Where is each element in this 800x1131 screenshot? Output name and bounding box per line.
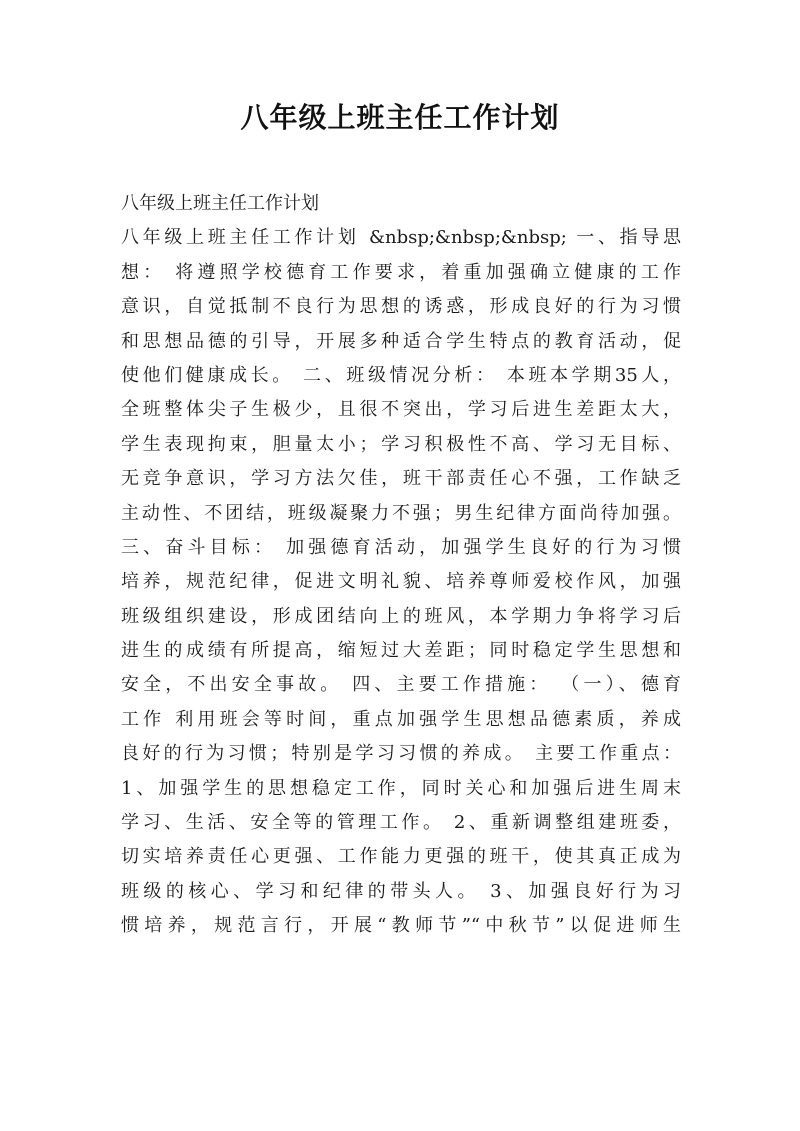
body-line: 1、加强学生的思想稳定工作，同时关心和加强后进生周末	[121, 777, 681, 799]
document-title: 八年级上班主任工作计划	[240, 101, 560, 134]
body-line: 学生表现拘束，胆量太小；学习积极性不高、学习无目标、	[121, 433, 681, 455]
body-line: 意识，自觉抵制不良行为思想的诱惑，形成良好的行为习惯	[121, 296, 681, 318]
body-line: 想： 将遵照学校德育工作要求，着重加强确立健康的工作	[121, 261, 681, 283]
body-line: 主动性、不团结，班级凝聚力不强；男生纪律方面尚待加强。	[121, 502, 681, 524]
body-line: 切实培养责任心更强、工作能力更强的班干，使其真正成为	[121, 846, 681, 868]
body-line: 惯培养，规范言行，开展“教师节”“中秋节”以促进师生	[121, 915, 681, 937]
body-line: 班级的核心、学习和纪律的带头人。 3、加强良好行为习	[121, 880, 681, 902]
document-body	[121, 187, 681, 944]
body-line: 无竞争意识，学习方法欠佳，班干部责任心不强，工作缺乏	[121, 468, 681, 490]
body-line: 八年级上班主任工作计划 &nbsp;&nbsp;&nbsp; 一、指导思	[121, 227, 681, 249]
body-line: 进生的成绩有所提高，缩短过大差距；同时稳定学生思想和	[121, 640, 681, 662]
body-line: 全班整体尖子生极少，且很不突出，学习后进生差距太大，	[121, 399, 681, 421]
body-line: 和思想品德的引导，开展多种适合学生特点的教育活动，促	[121, 330, 681, 352]
body-line: 学习、生活、安全等的管理工作。 2、重新调整组建班委，	[121, 812, 681, 834]
body-line: 工作 利用班会等时间，重点加强学生思想品德素质，养成	[121, 708, 681, 730]
body-line: 使他们健康成长。 二、班级情况分析： 本班本学期35人，	[121, 364, 681, 386]
body-line: 三、奋斗目标： 加强德育活动，加强学生良好的行为习惯	[121, 536, 681, 558]
body-line: 良好的行为习惯；特别是学习习惯的养成。 主要工作重点：	[121, 743, 681, 765]
body-line: 八年级上班主任工作计划	[121, 193, 319, 214]
body-line: 班级组织建设，形成团结向上的班风，本学期力争将学习后	[121, 605, 681, 627]
body-line: 安全，不出安全事故。 四、主要工作措施： （一）、德育	[121, 674, 681, 696]
body-line: 培养，规范纪律，促进文明礼貌、培养尊师爱校作风，加强	[121, 571, 681, 593]
